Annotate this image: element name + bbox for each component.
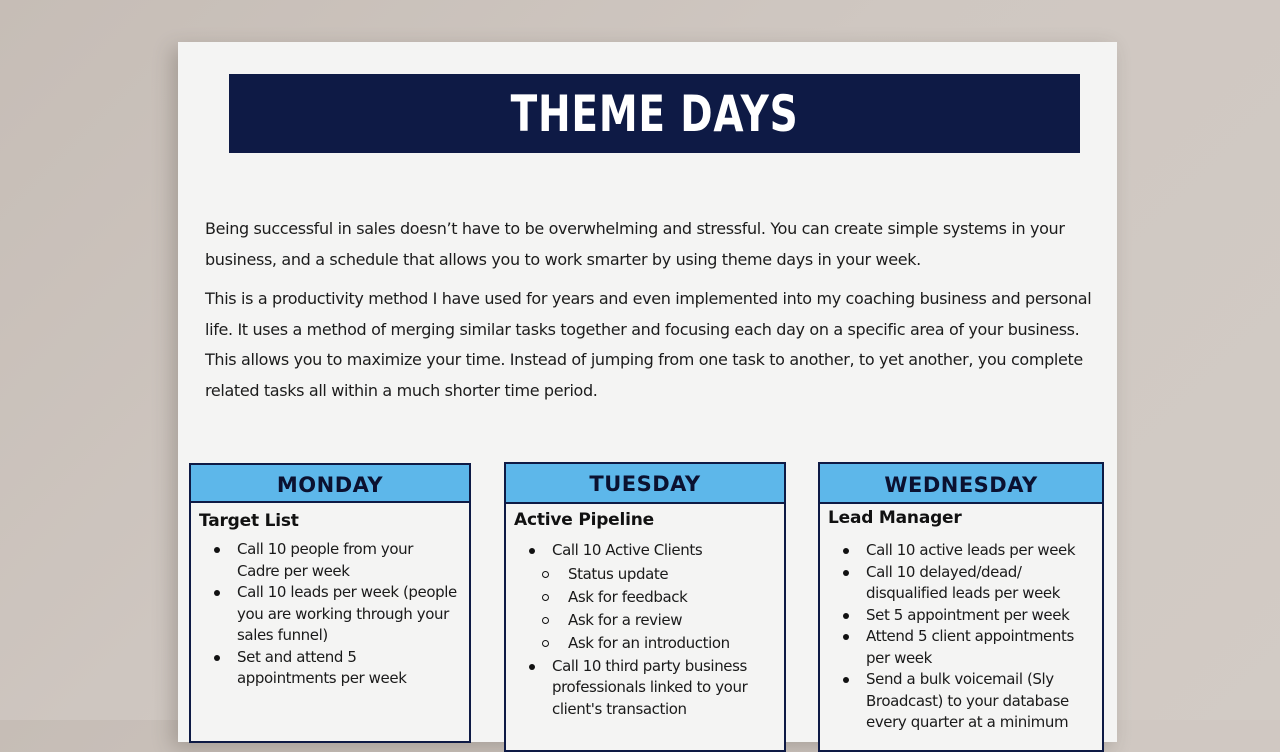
- task-text: Set and attend 5 appointments per week: [237, 647, 407, 687]
- subtask-text: Ask for an introduction: [568, 633, 730, 652]
- circle-bullet-icon: [542, 594, 549, 601]
- tuesday-sub-list: [552, 562, 774, 655]
- task-text: Set 5 appointment per week: [866, 605, 1070, 624]
- bullet-icon: [529, 664, 535, 670]
- subtask-text: Ask for feedback: [568, 587, 688, 606]
- subtask-text: Status update: [568, 564, 669, 583]
- list-item: [506, 632, 774, 655]
- list-item: [191, 539, 469, 582]
- list-item: [820, 605, 1102, 627]
- tuesday-box: [504, 462, 786, 752]
- bullet-icon: [843, 548, 849, 554]
- circle-bullet-icon: [542, 640, 549, 647]
- circle-bullet-icon: [542, 617, 549, 624]
- list-item: [506, 609, 774, 632]
- wednesday-subtitle: Lead Manager: [828, 508, 962, 528]
- monday-box: [189, 463, 471, 743]
- task-text: Send a bulk voicemail (Sly Broadcast) to your database every quarter at a minimum: [866, 670, 1069, 731]
- task-text: Call 10 people from your Cadre per week: [237, 540, 414, 580]
- task-text: Call 10 leads per week (people you are working through your sales funnel): [237, 583, 457, 644]
- bullet-icon: [529, 548, 535, 554]
- list-item: [820, 669, 1102, 734]
- list-item: [506, 540, 784, 655]
- bullet-icon: [843, 570, 849, 576]
- list-item: [191, 582, 469, 647]
- list-item: [191, 647, 469, 690]
- bullet-icon: [214, 590, 220, 596]
- monday-header: MONDAY: [191, 465, 469, 503]
- document-page: [178, 42, 1117, 742]
- task-text: Call 10 Active Clients: [552, 541, 703, 559]
- tuesday-task-list: [506, 530, 784, 720]
- bullet-icon: [214, 547, 220, 553]
- task-text: Call 10 delayed/dead/ disqualified leads per week: [866, 562, 1061, 602]
- list-item: [506, 656, 784, 721]
- bullet-icon: [214, 655, 220, 661]
- subtask-text: Ask for a review: [568, 610, 683, 629]
- intro-paragraph-1: Being successful in sales doesn’t have to be overwhelming and stressful. You can create simple systems in your business, and a schedule that allows you to work smarter by using theme days in your week.: [205, 219, 1065, 269]
- wednesday-box: [818, 462, 1104, 752]
- tuesday-header: TUESDAY: [506, 464, 784, 504]
- list-item: [506, 586, 774, 609]
- title-banner: [229, 74, 1080, 153]
- wednesday-header: WEDNESDAY: [820, 464, 1102, 504]
- bullet-icon: [843, 634, 849, 640]
- task-text: Attend 5 client appointments per week: [866, 627, 1074, 667]
- page-title: THEME DAYS: [510, 84, 799, 143]
- task-text: Call 10 active leads per week: [866, 541, 1076, 559]
- intro-text: [205, 214, 1095, 415]
- bullet-icon: [843, 613, 849, 619]
- monday-task-list: [191, 531, 469, 690]
- list-item: [820, 626, 1102, 669]
- intro-paragraph-2: This is a productivity method I have used for years and even implemented into my coaching business and personal life. It uses a method of merging similar tasks together and focusing each day on a specific area of your business. This allows you to maximize your time. Instead of jumping from one task to another, to yet another, you complete related tasks all within a much shorter time period.: [205, 289, 1092, 400]
- list-item: [506, 563, 774, 586]
- task-text: Call 10 third party business professionals linked to your client's transaction: [552, 656, 748, 718]
- bullet-icon: [843, 677, 849, 683]
- wednesday-task-list: [820, 528, 1102, 734]
- list-item: [820, 540, 1102, 562]
- circle-bullet-icon: [542, 571, 549, 578]
- tuesday-subtitle: Active Pipeline: [514, 510, 654, 530]
- monday-subtitle: Target List: [199, 511, 299, 531]
- list-item: [820, 562, 1102, 605]
